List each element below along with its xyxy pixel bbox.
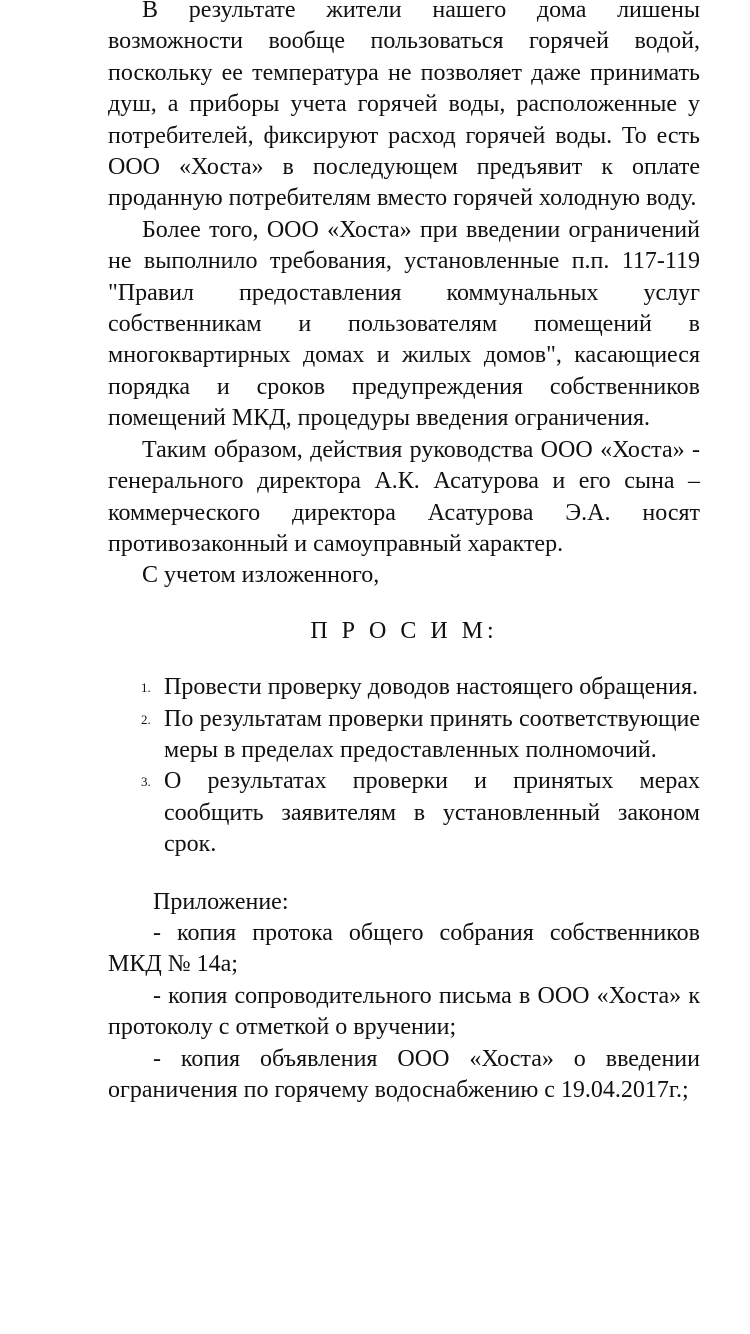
attachment-item: - копия сопроводительного письма в ООО «Хоста» к протоколу с отметкой о вручении;: [108, 982, 700, 1041]
attachment-item: - копия объявления ООО «Хоста» о введении ограничения по горячему водоснабжению с 19.04.2017г.;: [108, 1045, 700, 1103]
attachments-title: Приложение:: [153, 888, 289, 915]
list-item-text: Провести проверку доводов настоящего обращения.: [164, 674, 698, 701]
list-number: 1.: [141, 680, 151, 696]
section-spacer: [108, 861, 700, 887]
list-item: [108, 704, 700, 767]
request-heading: П Р О С И М:: [310, 617, 498, 644]
paragraph-considering: С учетом изложенного,: [142, 562, 380, 589]
list-number: 2.: [141, 711, 151, 727]
list-item-text: О результатах проверки и принятых мерах сообщить заявителям в установленный законом срок.: [164, 768, 700, 858]
attachment-item: - копия протока общего собрания собственников МКД № 14а;: [108, 919, 700, 978]
list-item: [108, 672, 700, 703]
paragraph-violations: Более того, ООО «Хоста» при введении ограничений не выполнило требования, установленные п.п. 117-119 "Правил предоставления коммунальных услуг собственникам и пользователям помещений в многоквартирных домах и жилых домов", касающиеся порядка и сроков предупреждения собственников помещений МКД, процедуры введения ограничения.: [108, 216, 700, 432]
request-list: [108, 672, 700, 860]
list-item-text: По результатам проверки принять соответствующие меры в пределах предоставленных полномочий.: [164, 705, 700, 763]
paragraph-conclusion: Таким образом, действия руководства ООО «Хоста» - генерального директора А.К. Асатурова и его сына – коммерческого директора Асатурова Э.А. носят противозаконный и самоуправный характер.: [108, 436, 700, 557]
paragraph-consequences: В результате жители нашего дома лишены возможности вообще пользоваться горячей водой, поскольку ее температура не позволяет даже принимать душ, а приборы учета горячей воды, расположенные у потребителей, фиксируют расход горячей воды. То есть ООО «Хоста» в последующем предъявит к оплате проданную потребителям вместо горячей холодную воду.: [108, 0, 700, 212]
document-page: [108, 0, 700, 1106]
list-item: [108, 766, 700, 860]
list-number: 3.: [141, 774, 151, 790]
